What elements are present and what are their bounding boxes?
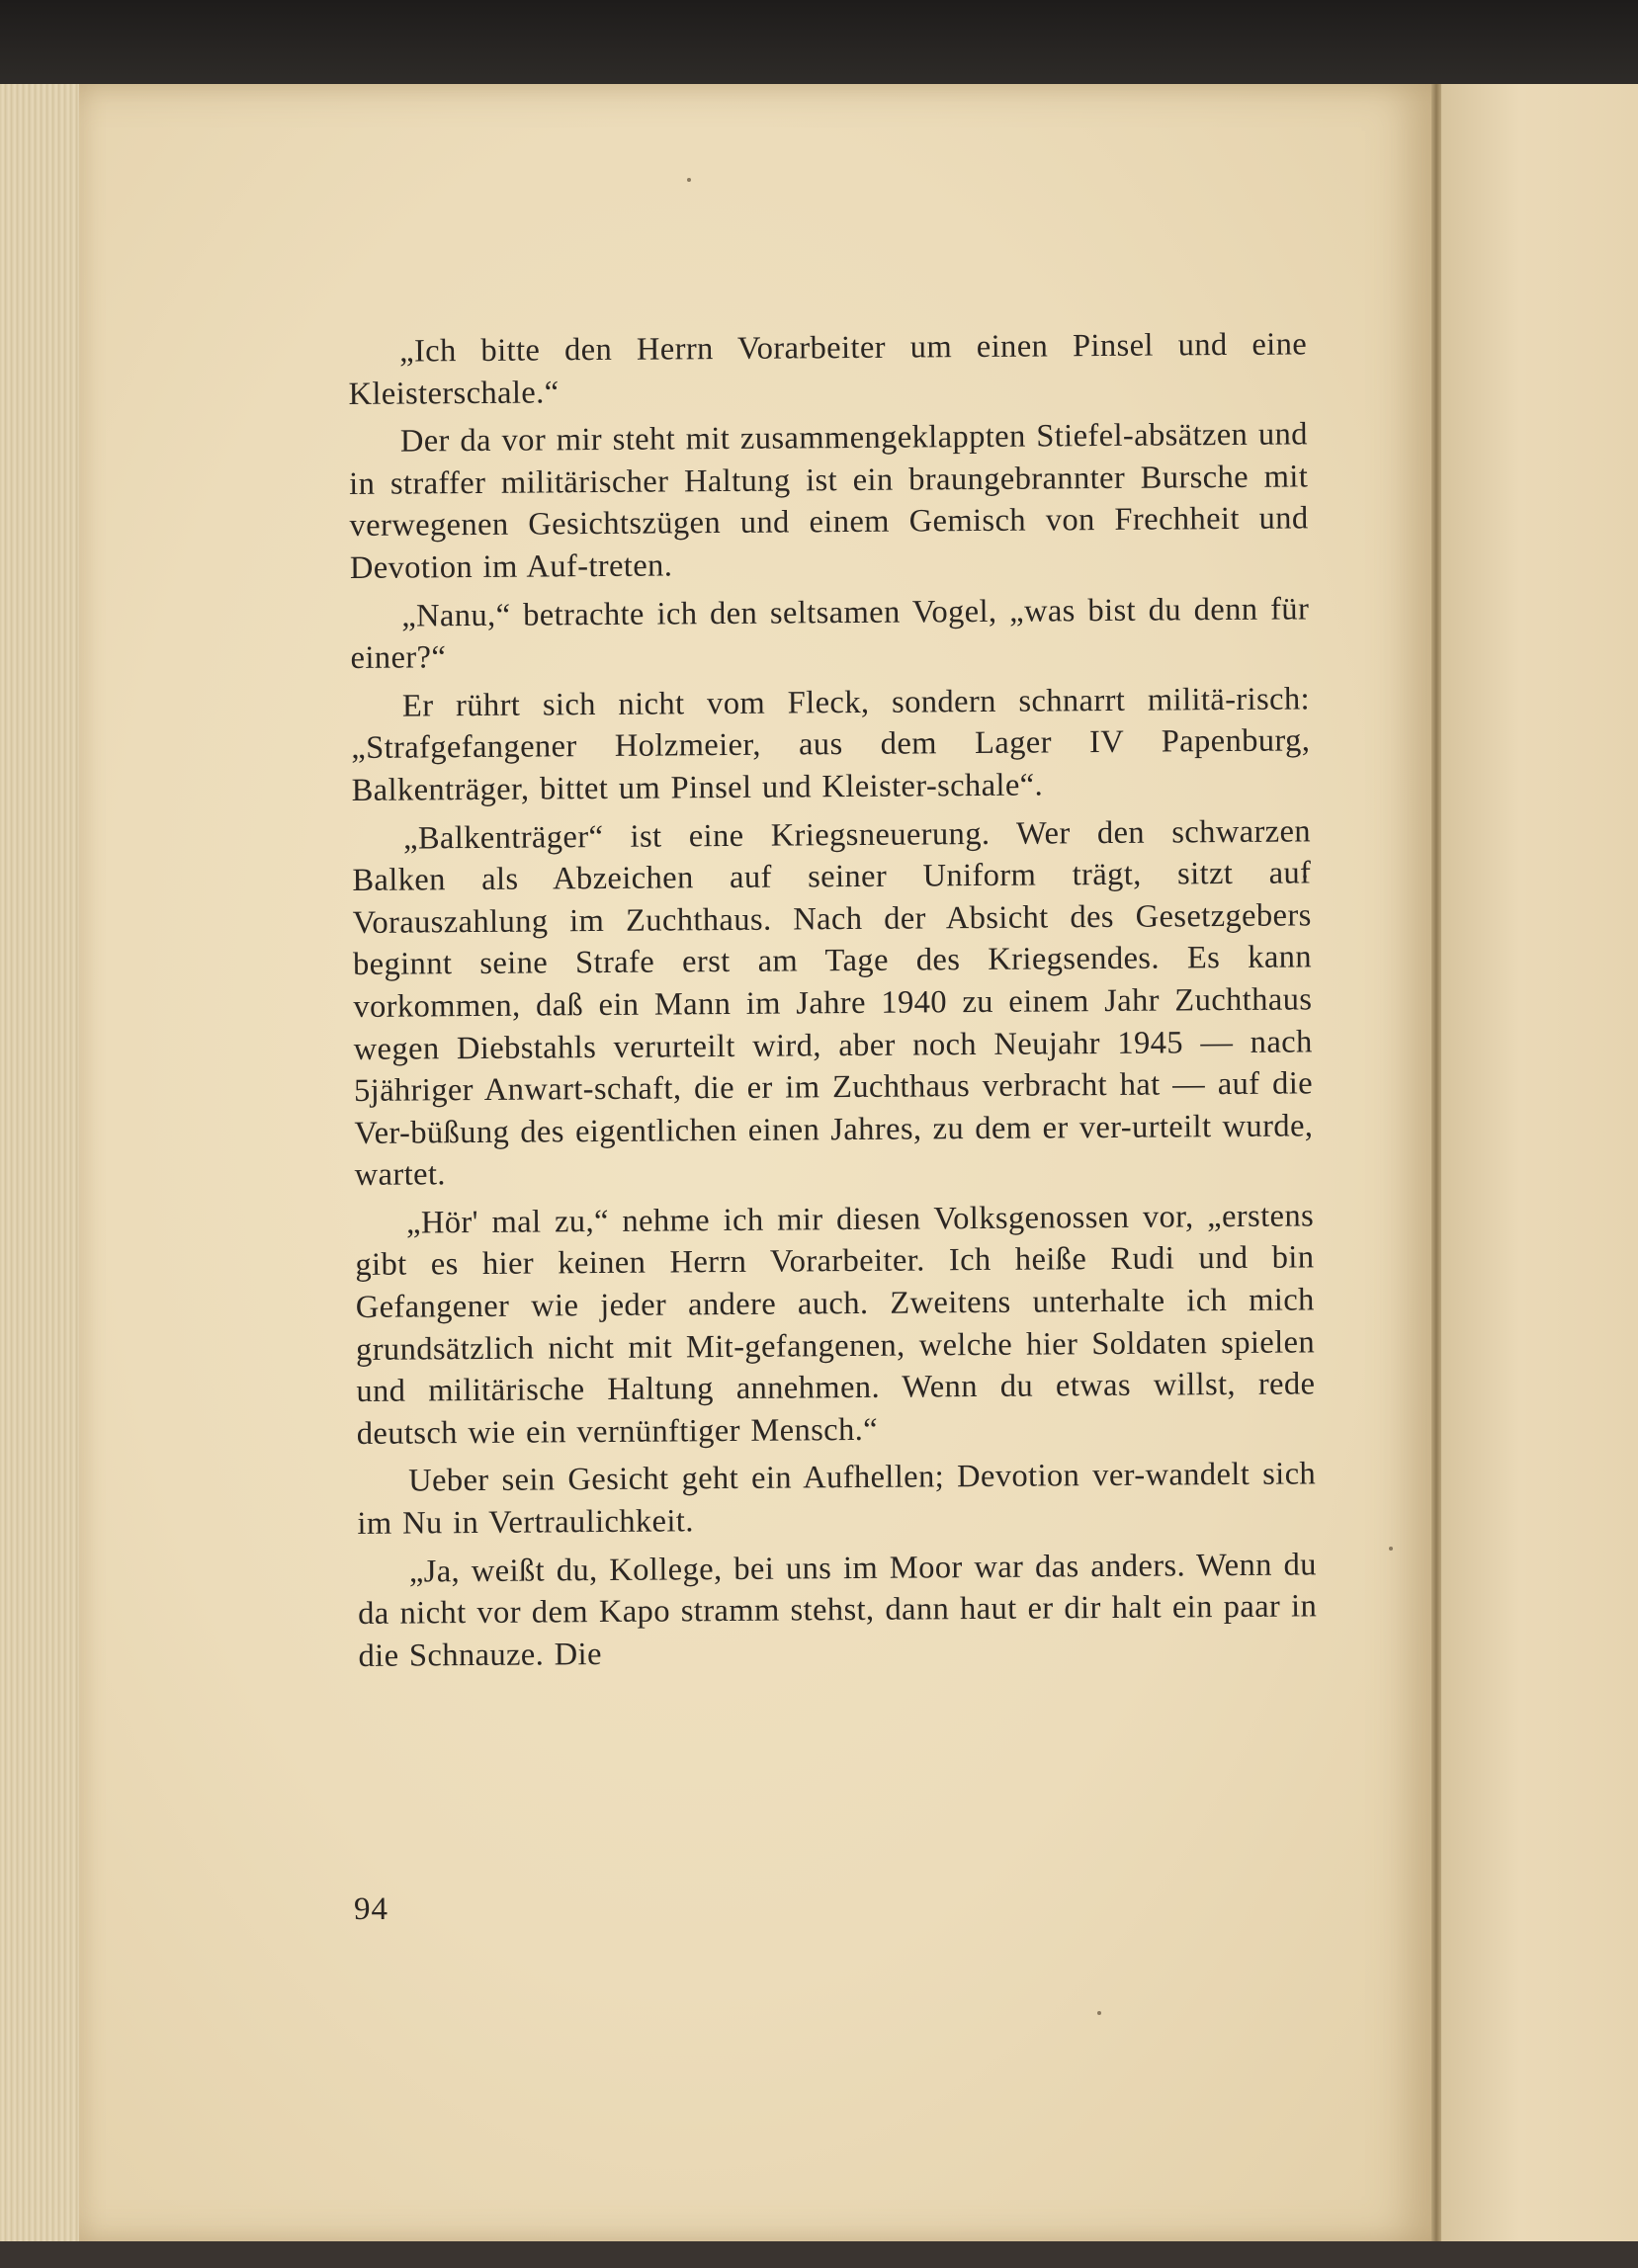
paragraph: Der da vor mir steht mit zusammengeklappten Stiefel-absätzen und in straffer militärischer Haltung ist ein braungebrannter Bursche mit verwegenen Gesichtszügen und einem Gemisch von Frechheit und Devotion im Auf-treten. <box>349 416 1309 586</box>
facing-page-edge <box>1441 84 1638 2243</box>
paragraph: „Ich bitte den Herrn Vorarbeiter um einen Pinsel und eine Kleisterschale.“ <box>348 326 1308 412</box>
paper-speck <box>1097 2011 1101 2015</box>
book-gutter <box>1431 84 1441 2243</box>
paragraph: Er rührt sich nicht vom Fleck, sondern schnarrt militä-risch: „Strafgefangener Holzmeier, aus dem Lager IV Papenburg, Balkenträger, bittet um Pinsel und Kleister-schale“. <box>351 681 1311 808</box>
page-number: 94 <box>354 1891 388 1927</box>
paper-speck <box>687 178 691 182</box>
scan-bottom-edge <box>0 2241 1638 2268</box>
paragraph: Ueber sein Gesicht geht ein Aufhellen; Devotion ver-wandelt sich im Nu in Vertraulichkeit. <box>357 1456 1317 1542</box>
paragraph: „Ja, weißt du, Kollege, bei uns im Moor war das anders. Wenn du da nicht vor dem Kapo stramm stehst, dann haut er dir halt ein paar in die Schnauze. Die <box>358 1546 1318 1674</box>
paragraph: „Hör' mal zu,“ nehme ich mir diesen Volksgenossen vor, „erstens gibt es hier keinen Herrn Vorarbeiter. Ich heiße Rudi und bin Gefangener wie jeder andere auch. Zweitens unterhalte ich mich grundsätzlich nicht mit Mit-gefangenen, welche hier Soldaten spielen und militärische Haltung annehmen. Wenn du etwas willst, rede deutsch wie ein vernünftiger Mensch.“ <box>355 1198 1316 1452</box>
scan-top-edge <box>0 0 1638 89</box>
paragraph: „Nanu,“ betrachte ich den seltsamen Vogel, „was bist du denn für einer?“ <box>350 590 1310 677</box>
paper-speck <box>1389 1547 1393 1551</box>
paragraph: „Balkenträger“ ist eine Kriegsneuerung. Wer den schwarzen Balken als Abzeichen auf seiner Uniform trägt, sitzt auf Vorauszahlung im Zuchthaus. Nach der Absicht des Gesetzgebers beginnt seine Strafe erst am Tage des Kriegsendes. Es kann vorkommen, daß ein Mann im Jahre 1940 zu einem Jahr Zuchthaus wegen Diebstahls verurteilt wird, aber noch Neujahr 1945 — nach 5jähriger Anwart-schaft, die er im Zuchthaus verbracht hat — auf die Ver-büßung des eigentlichen einen Jahres, zu dem er ver-urteilt wurde, wartet. <box>352 812 1314 1194</box>
body-text <box>348 323 1318 1683</box>
